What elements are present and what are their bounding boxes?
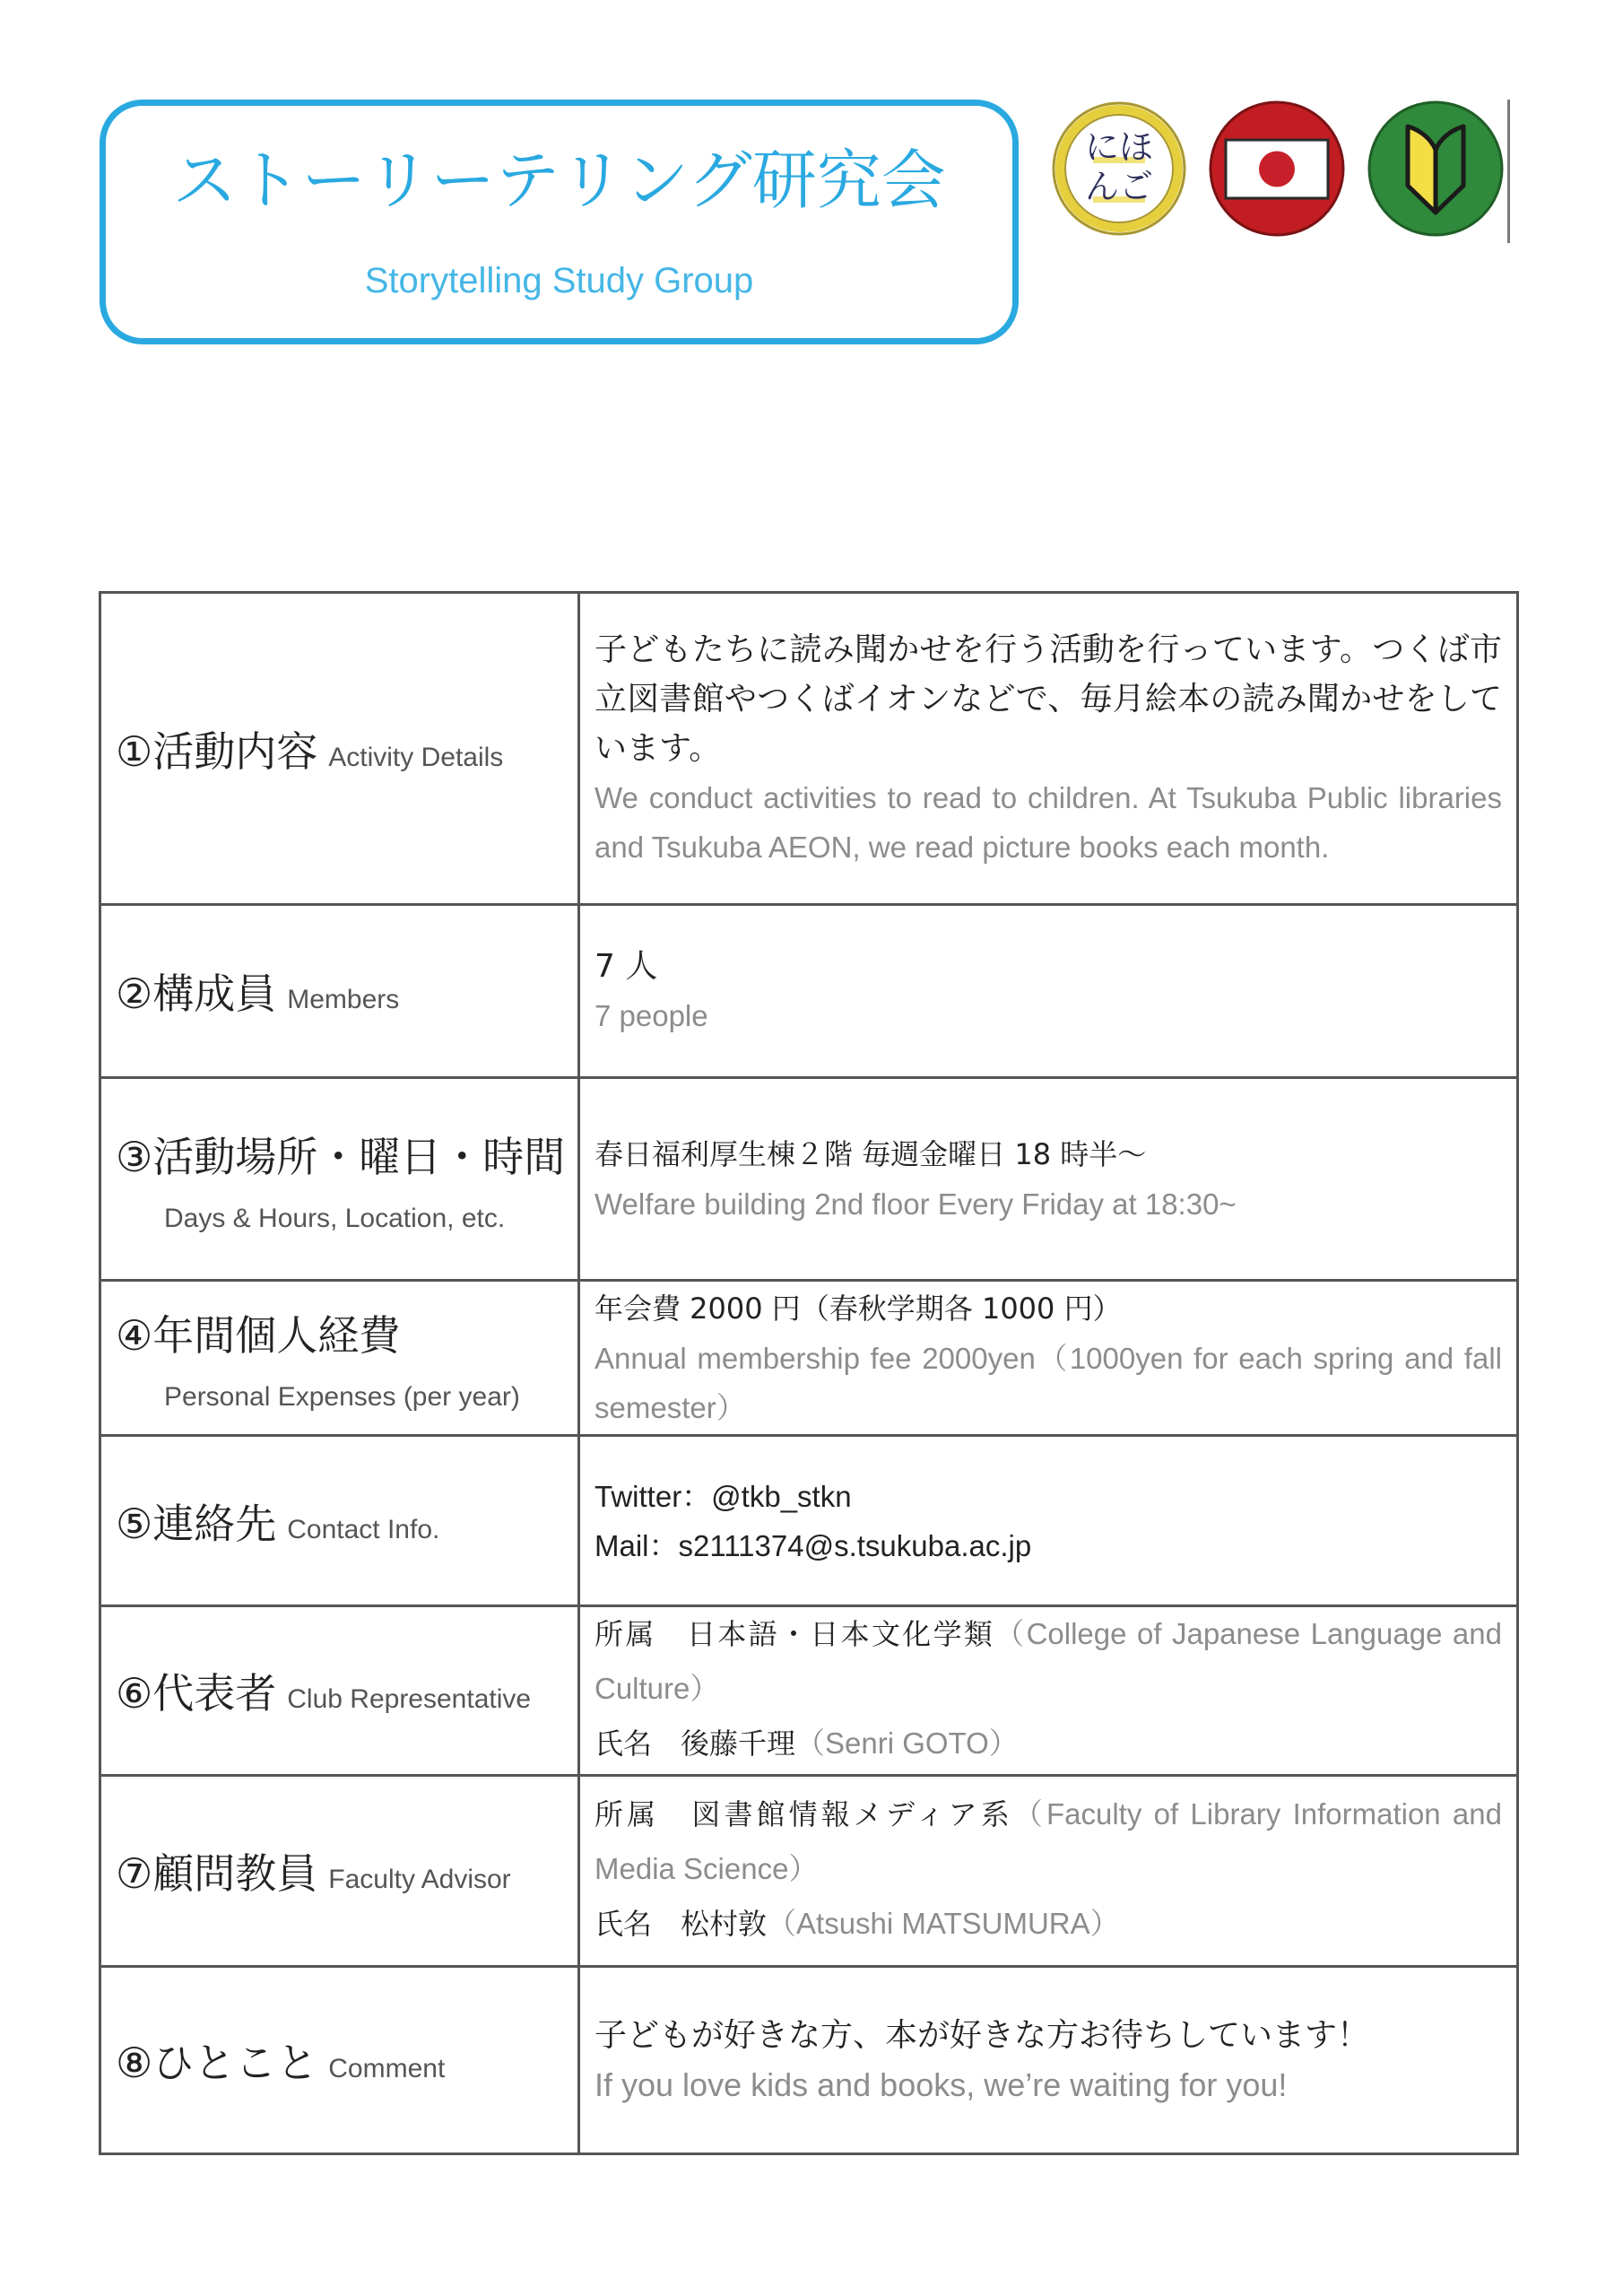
row-members-content-cell: [580, 906, 1516, 1076]
title-box: [100, 100, 1019, 344]
row-label-en: Members: [287, 985, 400, 1014]
activity-text-ja: 子どもたちに読み聞かせを行う活動を行っています。つくば市立図書館やつくばイオンなどで、毎月絵本の読み聞かせをしています。: [595, 631, 1502, 767]
name-en: （Atsushi MATSUMURA）: [767, 1906, 1120, 1940]
representative-affiliation: [595, 1609, 1502, 1718]
row-number: ②: [116, 970, 153, 1018]
nihongo-text-line2: んご: [1084, 167, 1154, 206]
row-label: [116, 719, 503, 778]
schedule-text-ja: 春日福利厚生棟２階 毎週金曜日 18 時半～: [595, 1136, 1147, 1171]
expenses-text-en: Annual membership fee 2000yen（1000yen for each spring and fall semester）: [595, 1341, 1502, 1424]
advisor-affiliation: [595, 1789, 1502, 1899]
row-label-ja: 年間個人経費: [152, 1311, 401, 1360]
row-members-label-cell: [101, 906, 577, 1076]
row-label-en: Faculty Advisor: [328, 1865, 511, 1894]
row-label: [116, 1661, 531, 1720]
nihongo-badge-icon: [1050, 100, 1188, 238]
row-contact-label-cell: [101, 1437, 577, 1605]
row-number: ④: [116, 1311, 153, 1360]
comment-text-en: If you love kids and books, we’re waiting for you!: [595, 2066, 1288, 2103]
name-en: （Senri GOTO）: [795, 1726, 1019, 1760]
page-subtitle: Storytelling Study Group: [364, 261, 754, 300]
row-number: ⑧: [116, 2039, 153, 2087]
row-label-en: Comment: [328, 2054, 446, 2083]
contact-mail: Mail：s2111374@s.tsukuba.ac.jp: [595, 1528, 1032, 1562]
row-label: [116, 1125, 565, 1234]
row-representative-label-cell: [101, 1607, 577, 1774]
beginner-mark-icon: [1367, 100, 1505, 238]
row-comment-content-cell: [580, 1968, 1516, 2152]
affiliation-ja: 所属 日本語・日本文化学類: [595, 1616, 995, 1651]
row-label-ja: 代表者: [152, 1669, 277, 1718]
row-label-ja: 活動場所・曜日・時間: [152, 1132, 566, 1181]
row-label-en: Activity Details: [328, 742, 504, 772]
row-representative-content-cell: [580, 1607, 1516, 1774]
row-number: ⑤: [116, 1499, 153, 1548]
flag-red-dot: [1259, 152, 1295, 187]
row-label: [116, 1841, 511, 1900]
name-ja: 氏名 松村敦: [595, 1906, 768, 1941]
row-label: [116, 961, 399, 1021]
members-text-en: 7 people: [595, 999, 708, 1032]
row-label-en: Contact Info.: [287, 1514, 440, 1544]
row-contact-content-cell: [580, 1437, 1516, 1605]
header-divider: [1507, 100, 1510, 243]
affiliation-en: （College of Japanese Language and Culture）: [595, 1616, 1502, 1705]
activity-text-en: We conduct activities to read to children. At Tsukuba Public libraries and Tsukuba AEON, we read picture books each month.: [595, 781, 1502, 864]
info-table: [99, 591, 1519, 2155]
row-number: ③: [116, 1132, 153, 1181]
nihongo-text-line1: にほ: [1084, 127, 1154, 167]
row-expenses-label-cell: [101, 1282, 577, 1434]
schedule-text-en: Welfare building 2nd floor Every Friday at 18:30~: [595, 1187, 1237, 1221]
expenses-text-ja: 年会費 2000 円（春秋学期各 1000 円）: [595, 1291, 1122, 1326]
row-number: ①: [116, 726, 153, 776]
row-label-en: Personal Expenses (per year): [164, 1382, 520, 1412]
row-schedule-content-cell: [580, 1079, 1516, 1279]
row-expenses-content-cell: [580, 1282, 1516, 1434]
members-text-ja: 7 人: [595, 948, 658, 985]
comment-text-ja: 子どもが好きな方、本が好きな方お待ちしています！: [595, 2017, 1370, 2054]
row-label: [116, 2031, 445, 2090]
row-comment-label-cell: [101, 1968, 577, 2152]
row-label-ja: 活動内容: [152, 726, 318, 776]
row-activity-content-cell: [580, 594, 1516, 903]
row-label-ja: 構成員: [152, 970, 277, 1018]
advisor-name: [595, 1899, 1502, 1953]
contact-twitter: Twitter：@tkb_stkn: [595, 1479, 852, 1513]
name-ja: 氏名 後藤千理: [595, 1726, 796, 1761]
row-label-en: Club Representative: [287, 1684, 532, 1714]
row-label: [116, 1492, 439, 1551]
japanese-flag-icon: [1208, 100, 1346, 238]
row-label-ja: 連絡先: [152, 1499, 277, 1548]
page-title: ストーリーテリング研究会: [172, 143, 946, 218]
row-label-ja: ひとこと: [152, 2039, 318, 2087]
row-number: ⑦: [116, 1849, 153, 1898]
row-label-ja: 顧問教員: [152, 1849, 318, 1898]
affiliation-ja: 所属 図書館情報メディア系: [595, 1796, 1013, 1831]
row-label: [116, 1303, 520, 1413]
representative-name: [595, 1718, 1502, 1773]
row-label-en: Days & Hours, Location, etc.: [164, 1203, 506, 1233]
row-schedule-label-cell: [101, 1079, 577, 1279]
row-number: ⑥: [116, 1669, 153, 1718]
row-activity-label-cell: [101, 594, 577, 903]
row-advisor-label-cell: [101, 1777, 577, 1965]
row-advisor-content-cell: [580, 1777, 1516, 1965]
affiliation-en: （Faculty of Library Information and Media Science）: [595, 1796, 1502, 1885]
